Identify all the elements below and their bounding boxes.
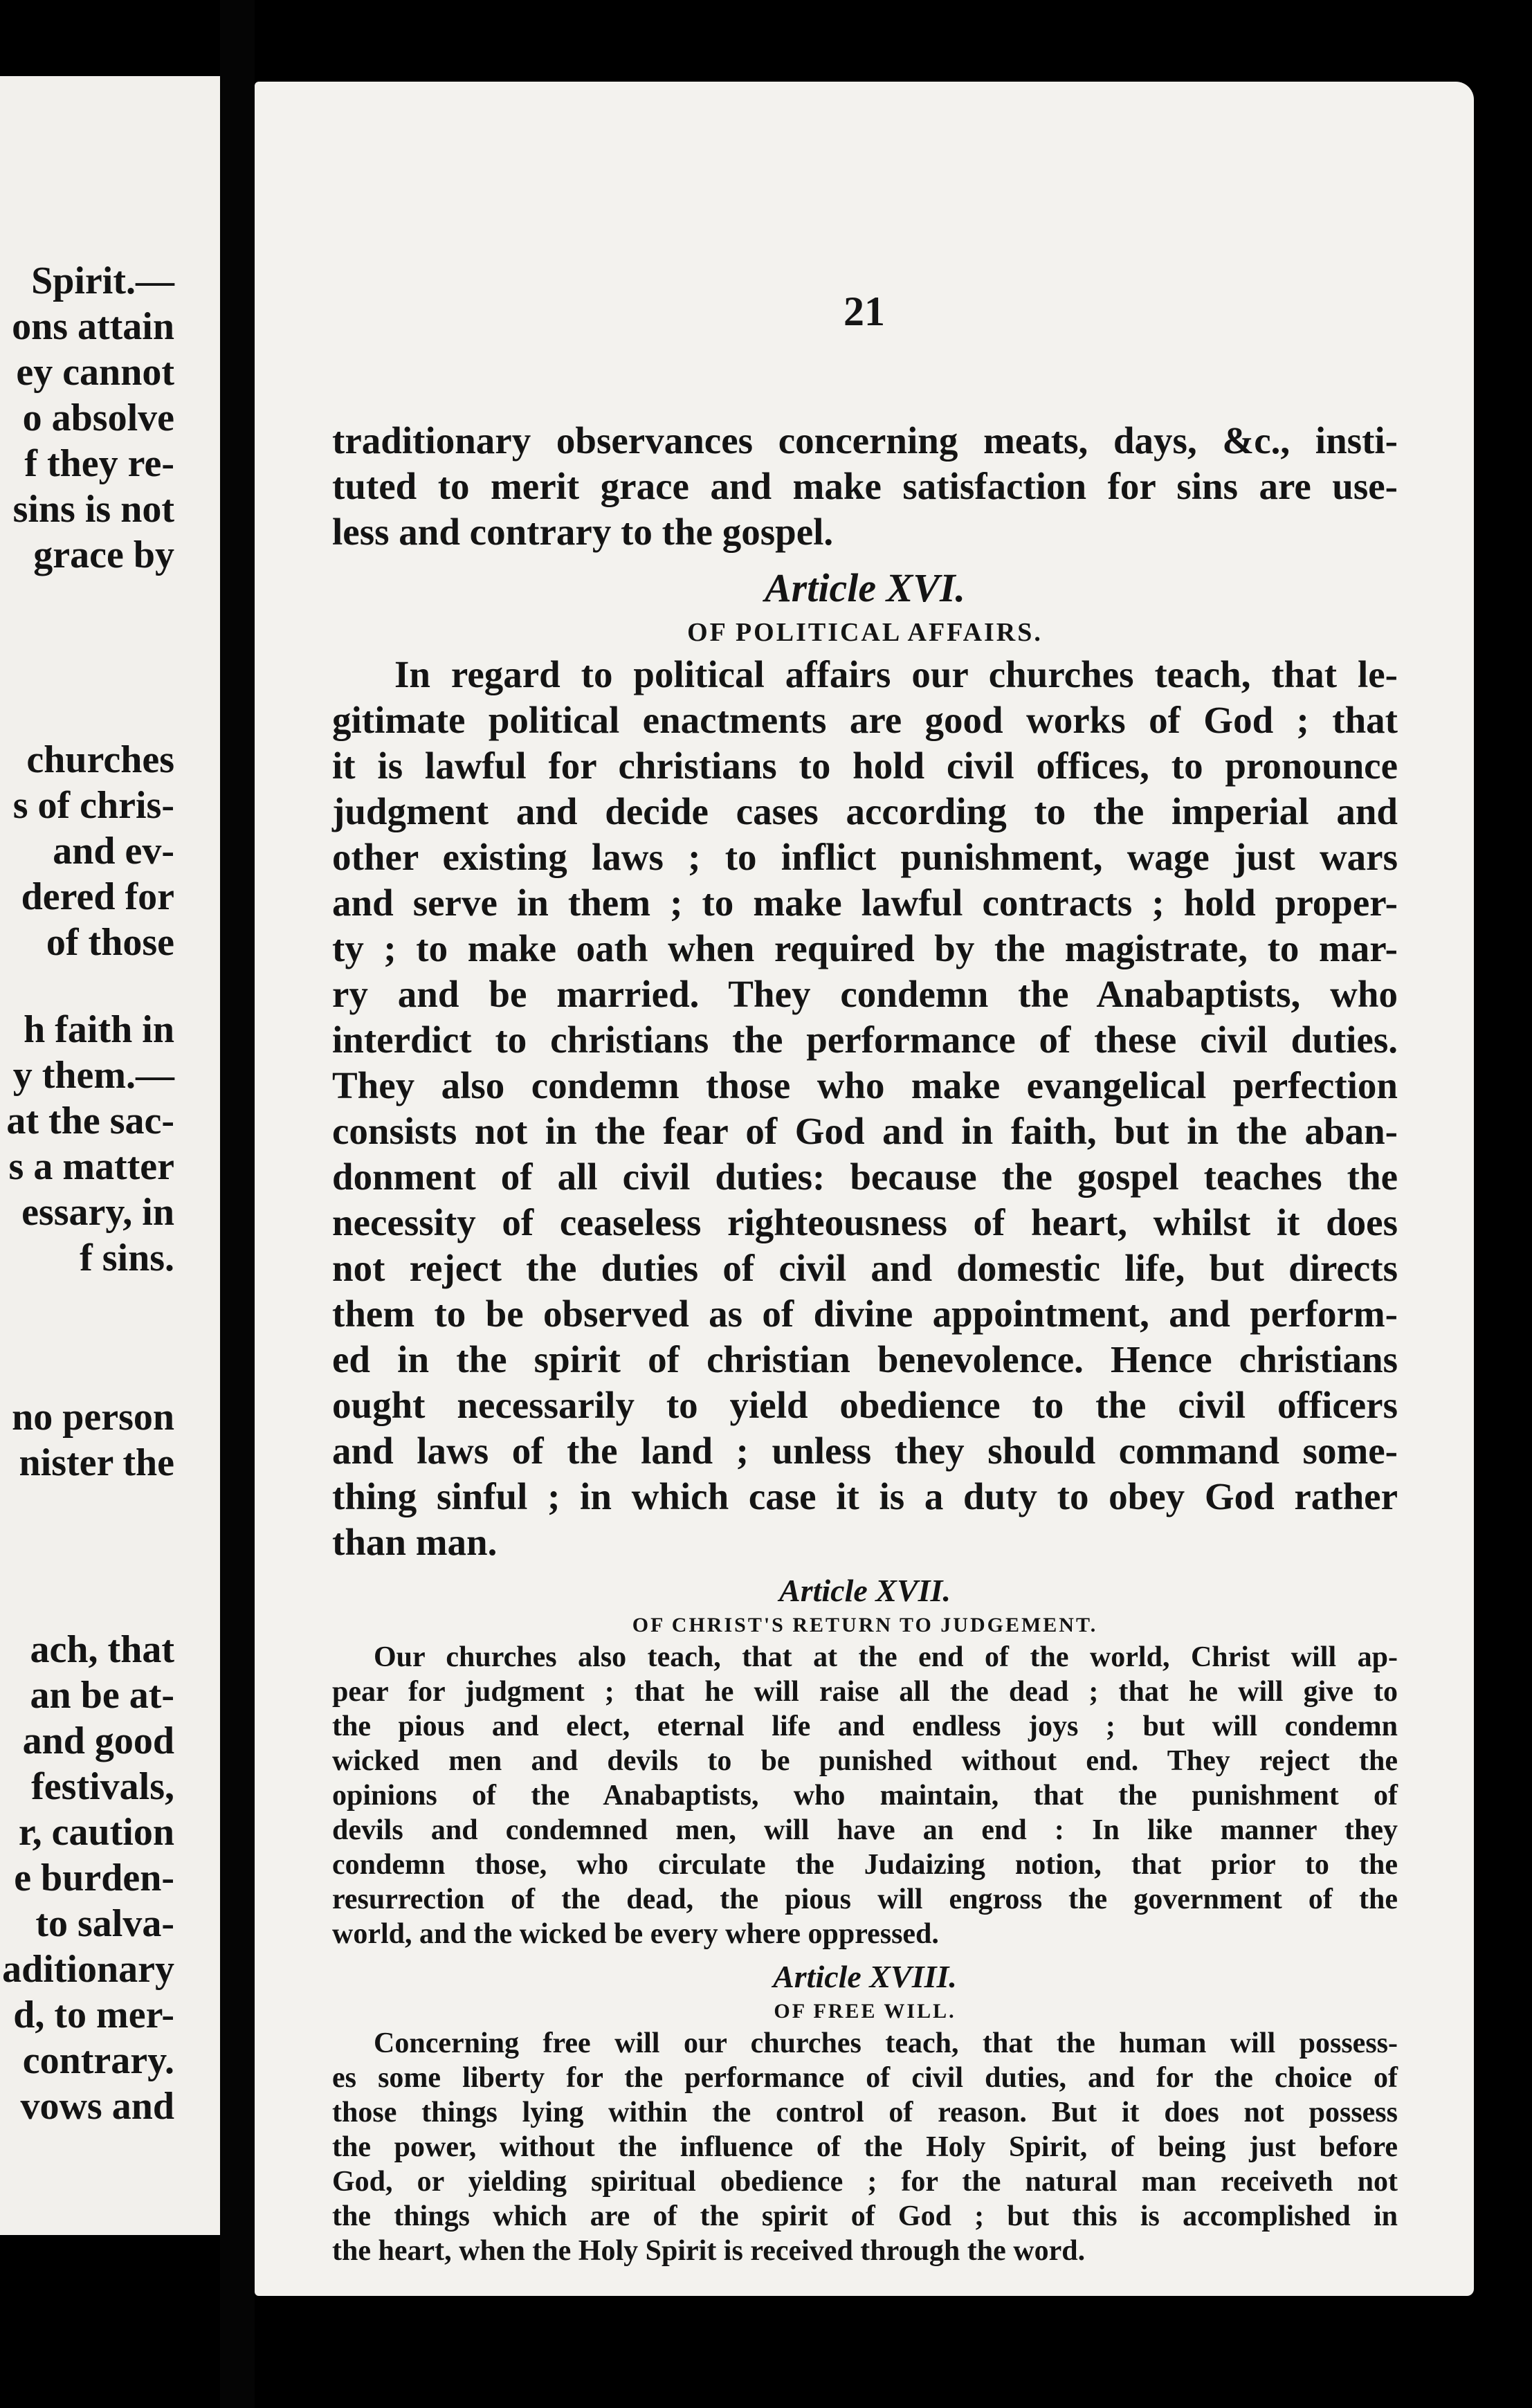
text-line: They also condemn those who make evangelical perfection [332, 1064, 1398, 1106]
left-page-line: y them.— [12, 1054, 174, 1097]
text-line: the things which are of the spirit of God ; but this is accomplished in [332, 2200, 1398, 2232]
text-line: and laws of the land ; unless they should command some- [332, 1430, 1398, 1472]
left-page-line: dered for [21, 875, 174, 918]
left-page-line: festivals, [31, 1765, 174, 1808]
text-line: those things lying within the control of reason. But it does not possess [332, 2097, 1398, 2128]
text-line: devils and condemned men, will have an end : In like manner they [332, 1814, 1398, 1846]
text-line: pear for judgment ; that he will raise all the dead ; that he will give to [332, 1676, 1398, 1708]
left-page-line: and ev- [53, 830, 174, 873]
text-line: condemn those, who circulate the Judaizing notion, that prior to the [332, 1849, 1398, 1881]
text-line: and serve in them ; to make lawful contracts ; hold proper- [332, 882, 1398, 924]
text-line: Concerning free will our churches teach, that the human will possess- [374, 2027, 1398, 2059]
left-page-line: e burden- [14, 1857, 174, 1899]
left-page-line: f sins. [80, 1237, 174, 1279]
left-page-line: and good [22, 1720, 174, 1762]
left-page-line: d, to mer- [13, 1994, 174, 2036]
text-line: world, and the wicked be every where oppressed. [332, 1918, 939, 1950]
text-line: traditionary observances concerning meats, days, &c., insti- [332, 419, 1398, 462]
left-page-line: aditionary [2, 1948, 174, 1991]
left-page-line: vows and [20, 2085, 174, 2128]
text-line: the heart, when the Holy Spirit is received through the word. [332, 2235, 1086, 2267]
text-line: ought necessarily to yield obedience to the civil officers [332, 1384, 1398, 1426]
text-line: tuted to merit grace and make satisfaction for sins are use- [332, 465, 1398, 507]
text-line: ry and be married. They condemn the Anabaptists, who [332, 973, 1398, 1015]
article-title: Article XVIII. [773, 1959, 957, 1994]
text-line: not reject the duties of civil and domestic life, but directs [332, 1247, 1398, 1289]
article-body [332, 2026, 1398, 2268]
article-subtitle: OF FREE WILL. [774, 2000, 956, 2023]
left-page-line: of those [46, 921, 174, 964]
text-line: the power, without the influence of the Holy Spirit, of being just before [332, 2131, 1398, 2163]
text-line: other existing laws ; to inflict punishment, wage just wars [332, 836, 1398, 878]
left-page-line: an be at- [30, 1674, 174, 1717]
left-page-line: f they re- [24, 442, 174, 485]
left-page-fragment [0, 76, 220, 2235]
text-line: God, or yielding spiritual obedience ; for the natural man receiveth not [332, 2166, 1398, 2198]
text-line: consists not in the fear of God and in faith, but in the aban- [332, 1110, 1398, 1152]
text-line: opinions of the Anabaptists, who maintain, that the punishment of [332, 1780, 1398, 1812]
left-page-line: s of chris- [12, 784, 174, 827]
text-line: ed in the spirit of christian benevolence. Hence christians [332, 1338, 1398, 1380]
text-line: necessity of ceaseless righteousness of heart, whilst it does [332, 1201, 1398, 1243]
text-line: judgment and decide cases according to the imperial and [332, 790, 1398, 832]
page-number: 21 [843, 289, 885, 334]
article-18 [332, 1957, 1398, 2268]
text-line: thing sinful ; in which case it is a duty to obey God rather [332, 1475, 1398, 1517]
text-line: gitimate political enactments are good works of God ; that [332, 699, 1398, 741]
article-subtitle: OF POLITICAL AFFAIRS. [687, 618, 1043, 647]
main-text [332, 418, 1398, 2268]
left-page-line: contrary. [22, 2039, 174, 2082]
article-16 [332, 563, 1398, 1565]
text-line: less and contrary to the gospel. [332, 511, 834, 553]
text-line: In regard to political affairs our churches teach, that le- [394, 653, 1398, 695]
article-body [332, 652, 1398, 1565]
left-page-line: to salva- [35, 1902, 174, 1945]
text-line: Our churches also teach, that at the end of the world, Christ will ap- [374, 1641, 1398, 1673]
left-page-line: Spirit.— [31, 259, 174, 302]
left-page-line: nister the [19, 1441, 174, 1484]
left-page-line: o absolve [22, 396, 174, 439]
left-page-line: ey cannot [16, 351, 174, 394]
article-body [332, 1640, 1398, 1951]
article-title: Article XVI. [764, 565, 966, 610]
left-page-line: churches [26, 738, 174, 781]
left-page-line: r, caution [18, 1811, 174, 1854]
article-17 [332, 1571, 1398, 1951]
left-page-line: h faith in [24, 1008, 174, 1051]
left-page-line: essary, in [21, 1191, 174, 1234]
left-page-line: s a matter [8, 1145, 174, 1188]
left-page-line: sins is not [12, 488, 174, 531]
left-page-line: ons attain [12, 305, 174, 348]
text-line: donment of all civil duties: because the gospel teaches the [332, 1156, 1398, 1198]
text-line: es some liberty for the performance of civil duties, and for the choice of [332, 2062, 1398, 2094]
left-page-line: ach, that [30, 1628, 174, 1671]
article-subtitle: OF CHRIST'S RETURN TO JUDGEMENT. [632, 1614, 1098, 1636]
left-page-line: no person [12, 1396, 174, 1439]
text-line: the pious and elect, eternal life and endless joys ; but will condemn [332, 1711, 1398, 1742]
right-page [255, 82, 1474, 2296]
book-gutter [220, 0, 255, 2408]
left-page-line: at the sac- [6, 1100, 174, 1142]
text-line: than man. [332, 1521, 498, 1563]
text-line: them to be observed as of divine appointment, and perform- [332, 1293, 1398, 1335]
article-title: Article XVII. [779, 1573, 951, 1608]
text-line: wicked men and devils to be punished without end. They reject the [332, 1745, 1398, 1777]
text-line: interdict to christians the performance of these civil duties. [332, 1019, 1398, 1061]
text-line: it is lawful for christians to hold civil offices, to pronounce [332, 745, 1398, 787]
intro-paragraph [332, 418, 1398, 555]
text-line: ty ; to make oath when required by the magistrate, to mar- [332, 927, 1398, 969]
text-line: resurrection of the dead, the pious will engross the government of the [332, 1883, 1398, 1915]
left-page-line: grace by [33, 533, 174, 576]
